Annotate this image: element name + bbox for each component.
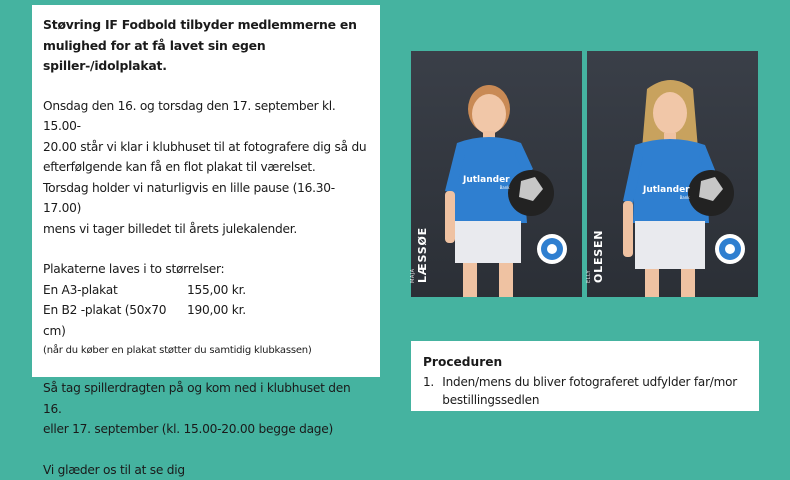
player-first-name: ELLY	[586, 230, 592, 283]
price-value: 155,00 kr.	[187, 280, 246, 301]
procedure-card	[411, 341, 759, 411]
heading-line: Støvring IF Fodbold tilbyder medlemmerne en	[43, 15, 369, 36]
procedure-title: Proceduren	[423, 354, 747, 370]
info-card	[32, 5, 380, 377]
player-photo-2	[587, 51, 758, 297]
text-line: 20.00 står vi klar i klubhuset til at fotografere dig så du	[43, 137, 369, 158]
text-line: eller 17. september (kl. 15.00-20.00 begge dage)	[43, 419, 369, 440]
text-line: efterfølgende kan få en flot plakat til værelset.	[43, 157, 369, 178]
shirt-sponsor	[643, 185, 690, 200]
sizes-intro: Plakaterne laves i to størrelser:	[43, 259, 369, 280]
procedure-item-number: 1.	[423, 373, 442, 409]
sponsor-name: Jutlander	[643, 185, 690, 195]
price-row-b2	[43, 300, 369, 341]
player-last-name: OLESEN	[592, 230, 605, 283]
text-line: Så tag spillerdragten på og kom ned i klubhuset den 16.	[43, 378, 369, 419]
player-name-vertical	[586, 230, 605, 283]
price-row-a3	[43, 280, 369, 301]
player-name-vertical	[410, 227, 429, 283]
price-label: En A3-plakat	[43, 280, 187, 301]
sponsor-name: Jutlander	[463, 175, 510, 185]
schedule-paragraph	[43, 96, 369, 240]
shirt-sponsor	[463, 175, 510, 190]
text-line: Onsdag den 16. og torsdag den 17. september kl. 15.00-	[43, 96, 369, 137]
sign-off: Vi glæder os til at se dig	[43, 460, 369, 480]
player-first-name: MAJA	[410, 227, 416, 283]
procedure-item-text: Inden/mens du bliver fotograferet udfylder far/mor bestillingssedlen	[442, 373, 747, 409]
price-label: En B2 -plakat (50x70 cm)	[43, 300, 187, 341]
player-illustration	[411, 51, 582, 297]
player-photo-1	[411, 51, 582, 297]
procedure-item	[423, 373, 747, 409]
text-line: Torsdag holder vi naturligvis en lille pause (16.30-17.00)	[43, 178, 369, 219]
sponsor-sub: Bank	[463, 185, 510, 190]
player-last-name: LÆSSØE	[416, 227, 429, 283]
support-note: (når du køber en plakat støtter du samtidig klubkassen)	[43, 342, 369, 359]
closing-paragraph	[43, 378, 369, 440]
price-value: 190,00 kr.	[187, 300, 246, 341]
text-line: mens vi tager billedet til årets julekalender.	[43, 219, 369, 240]
player-illustration	[587, 51, 758, 297]
sponsor-sub: Bank	[643, 195, 690, 200]
offer-heading	[43, 15, 369, 77]
heading-line: mulighed for at få lavet sin egen spiller-/idolplakat.	[43, 36, 369, 77]
